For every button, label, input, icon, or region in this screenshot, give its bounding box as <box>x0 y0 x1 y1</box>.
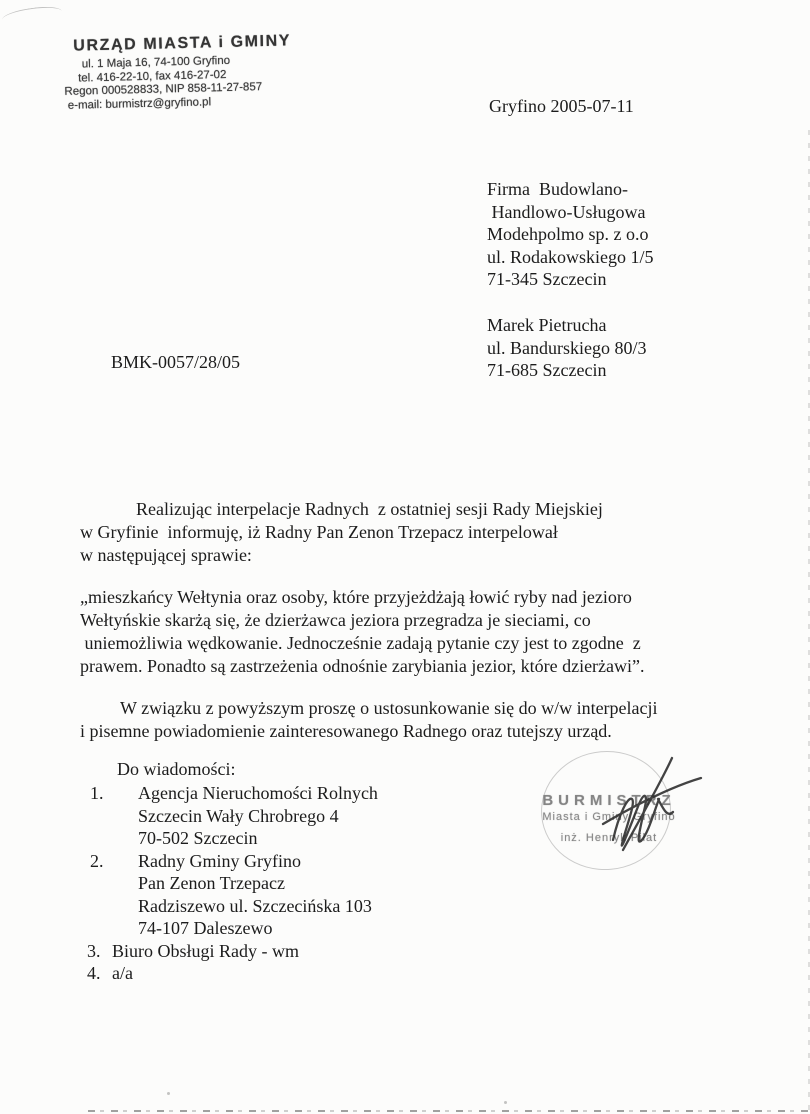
recipient-company-block <box>487 178 654 291</box>
distribution-item <box>87 940 378 963</box>
sender-stamp-regon-nip: Regon 000528833, NIP 858-11-27-857 <box>64 81 263 98</box>
recipient-company-line: Handlowo-Usługowa <box>487 201 646 222</box>
sender-stamp-address: ul. 1 Maja 16, 74-100 Gryfino <box>81 54 231 71</box>
recipient-person-block <box>487 314 647 382</box>
distribution-item-line: 70-502 Szczecin <box>138 828 258 848</box>
body-paragraph-request <box>80 697 658 743</box>
distribution-item-line: Pan Zenon Trzepacz <box>138 873 285 893</box>
scan-artifact-bottom-edge <box>88 1110 810 1112</box>
sender-stamp-email: e-mail: burmistrz@gryfino.pl <box>67 95 212 112</box>
body-line: „mieszkańcy Wełtynia oraz osoby, które przyjeżdżają łowić ryby nad jezioro <box>80 587 632 607</box>
body-paragraph-quote <box>80 586 645 678</box>
distribution-item-number: 4. <box>87 963 101 983</box>
signature-scribble-icon <box>575 752 710 864</box>
body-paragraph-intro <box>80 498 603 567</box>
scan-artifact-top-left <box>1 4 63 27</box>
recipient-company-line: 71-345 Szczecin <box>487 269 607 289</box>
distribution-item-number: 1. <box>90 783 104 803</box>
sender-stamp <box>64 32 293 112</box>
recipient-person-line: 71-685 Szczecin <box>487 360 607 380</box>
sender-stamp-office-name: URZĄD MIASTA i GMINY <box>73 32 292 55</box>
distribution-item-line: Radziszewo ul. Szczecińska 103 <box>138 895 372 916</box>
recipient-company-line: Modehpolmo sp. z o.o <box>487 224 649 244</box>
body-line: Wełtyńskie skarżą się, że dzierżawca jeziora przegradza je sieciami, co <box>80 610 591 630</box>
seal-title: BURMISTRZ <box>542 792 676 809</box>
recipient-company-line: Firma Budowlano- <box>487 179 628 199</box>
body-line: w następującej sprawie: <box>80 545 252 565</box>
distribution-item-line: Agencja Nieruchomości Rolnych <box>138 783 378 803</box>
distribution-item-line: 74-107 Daleszewo <box>138 918 273 938</box>
body-line: uniemożliwia wędkowanie. Jednocześnie zadają pytanie czy jest to zgodne z <box>80 633 641 653</box>
recipient-company-line: ul. Rodakowskiego 1/5 <box>487 246 654 267</box>
body-line: prawem. Ponadto są zastrzeżenia odnośnie zarybiania jezior, które dzierżawi”. <box>80 656 645 676</box>
recipient-person-line: Marek Pietrucha <box>487 315 607 335</box>
distribution-item-line: Szczecin Wały Chrobrego 4 <box>138 805 339 826</box>
distribution-item-line: a/a <box>112 963 133 983</box>
dateline: Gryfino 2005-07-11 <box>489 96 634 116</box>
distribution-item-line: Radny Gminy Gryfino <box>138 850 301 871</box>
distribution-item-line: Biuro Obsługi Rady - wm <box>112 940 299 961</box>
body-line: Realizując interpelacje Radnych z ostatniej sesji Rady Miejskiej <box>136 499 603 519</box>
distribution-item-number: 2. <box>90 850 104 871</box>
seal-signer-name: inż. Henryk Piłat <box>560 832 658 844</box>
distribution-item <box>90 850 378 940</box>
distribution-item <box>90 782 378 850</box>
distribution-item-number: 3. <box>87 940 101 961</box>
body-line: w Gryfinie informuję, iż Radny Pan Zenon Trzepacz interpelował <box>80 522 558 542</box>
scan-speck <box>167 1092 170 1095</box>
official-seal <box>520 746 730 881</box>
distribution-item <box>87 962 378 985</box>
seal-subtitle: Miasta i Gminy Gryfino <box>542 811 676 823</box>
recipient-person-line: ul. Bandurskiego 80/3 <box>487 337 647 358</box>
scan-speck <box>504 1101 507 1104</box>
reference-number: BMK-0057/28/05 <box>111 352 241 372</box>
body-line: W związku z powyższym proszę o ustosunkowanie się do w/w interpelacji <box>120 698 658 718</box>
distribution-heading: Do wiadomości: <box>117 759 236 779</box>
distribution-list <box>87 782 378 985</box>
sender-stamp-phone: tel. 416-22-10, fax 416-27-02 <box>77 68 227 85</box>
body-line: i pisemne powiadomienie zainteresowanego Radnego oraz tutejszy urząd. <box>80 721 612 741</box>
